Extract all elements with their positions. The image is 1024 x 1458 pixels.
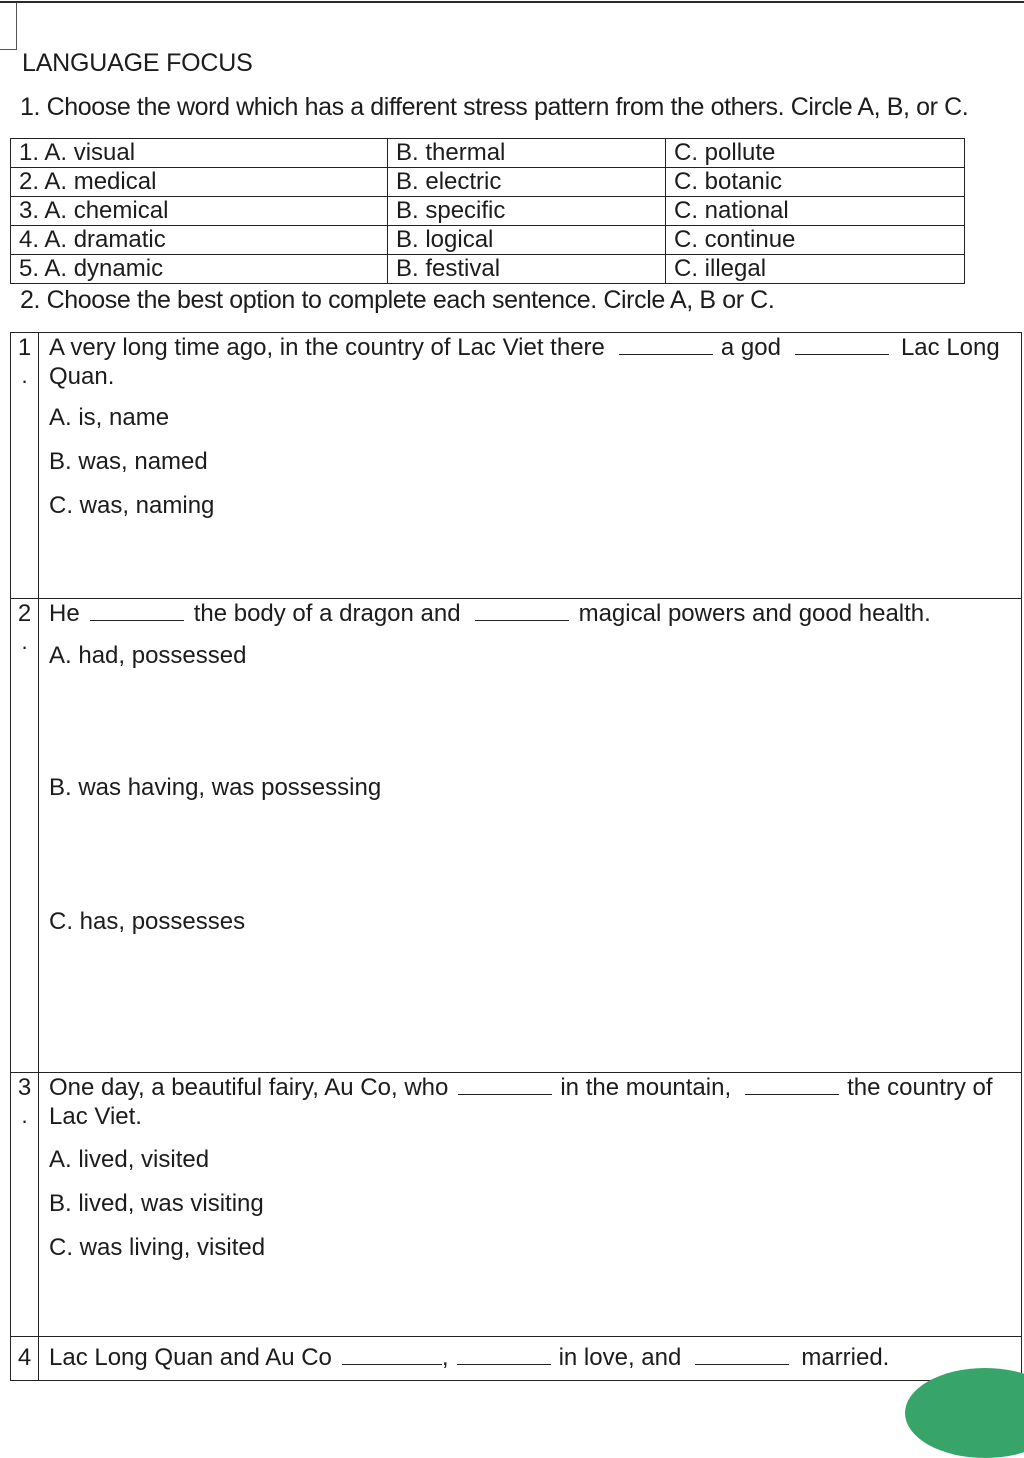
question-content	[39, 1337, 1022, 1381]
option-b[interactable]: B. was having, was possessing	[49, 774, 382, 801]
questions-table	[10, 332, 1022, 1381]
answer-blank[interactable]	[475, 602, 569, 621]
option-c[interactable]: C. has, possesses	[49, 908, 246, 935]
question-text: in love, and	[558, 1344, 682, 1371]
question-number-cell	[11, 1073, 39, 1337]
question-row	[11, 1073, 1022, 1337]
table-row	[11, 197, 965, 226]
question-number-cell	[11, 1337, 39, 1381]
question-number: 2	[17, 600, 32, 627]
question-text: Lac Long Quan and Au Co	[49, 1344, 332, 1371]
question-text: One day, a beautiful fairy, Au Co, who	[49, 1074, 449, 1101]
option-c-cell[interactable]: C. illegal	[666, 255, 965, 284]
table-row	[11, 226, 965, 255]
question-number-cell	[11, 599, 39, 1073]
option-c-cell[interactable]: C. botanic	[666, 168, 965, 197]
table-row	[11, 168, 965, 197]
option-a[interactable]: A. lived, visited	[49, 1146, 210, 1173]
option-a-cell[interactable]: 3. A. chemical	[11, 197, 388, 226]
question-text: Lac Long Quan.	[49, 334, 1000, 390]
section2-instruction: 2. Choose the best option to complete each sentence. Circle A, B or C.	[20, 286, 775, 314]
answer-blank[interactable]	[695, 1346, 789, 1365]
option-c-cell[interactable]: C. national	[666, 197, 965, 226]
question-row	[11, 1337, 1022, 1381]
option-b-cell[interactable]: B. logical	[388, 226, 666, 255]
option-c-cell[interactable]: C. continue	[666, 226, 965, 255]
option-b-cell[interactable]: B. electric	[388, 168, 666, 197]
option-c[interactable]: C. was living, visited	[49, 1234, 266, 1261]
table-row	[11, 139, 965, 168]
question-row	[11, 333, 1022, 599]
answer-blank[interactable]	[342, 1346, 442, 1365]
option-c-cell[interactable]: C. pollute	[666, 139, 965, 168]
question-content	[39, 1073, 1022, 1337]
question-text: the body of a dragon and	[193, 600, 461, 627]
question-number-cell	[11, 333, 39, 599]
question-text: the country of Lac Viet.	[49, 1074, 993, 1130]
answer-blank[interactable]	[619, 336, 713, 355]
option-a-cell[interactable]: 2. A. medical	[11, 168, 388, 197]
option-a[interactable]: A. had, possessed	[49, 642, 247, 669]
question-number-dot: .	[21, 629, 28, 654]
option-b-cell[interactable]: B. festival	[388, 255, 666, 284]
question-text: A very long time ago, in the country of Lac Viet there	[49, 334, 605, 361]
question-text: ,	[441, 1344, 449, 1371]
option-a-cell[interactable]: 4. A. dramatic	[11, 226, 388, 255]
question-content	[39, 599, 1022, 1073]
option-a[interactable]: A. is, name	[49, 404, 170, 431]
stress-pattern-table	[10, 138, 965, 284]
question-number: 3	[17, 1074, 32, 1101]
option-b[interactable]: B. lived, was visiting	[49, 1190, 264, 1217]
answer-blank[interactable]	[458, 1076, 552, 1095]
option-b[interactable]: B. was, named	[49, 448, 208, 475]
section1-instruction: 1. Choose the word which has a different stress pattern from the others. Circle A, B, or C.	[20, 93, 969, 121]
question-number: 4	[17, 1344, 32, 1371]
question-text: in the mountain,	[560, 1074, 732, 1101]
answer-blank[interactable]	[795, 336, 889, 355]
green-decoration	[905, 1368, 1024, 1458]
answer-blank[interactable]	[457, 1346, 551, 1365]
page-top-rule	[0, 1, 1024, 3]
question-text: He	[49, 600, 80, 627]
question-number-dot: .	[21, 363, 28, 388]
question-text: married.	[801, 1344, 890, 1371]
option-a-cell[interactable]: 5. A. dynamic	[11, 255, 388, 284]
question-number-dot: .	[21, 1103, 28, 1128]
page-heading: LANGUAGE FOCUS	[22, 49, 253, 77]
option-b-cell[interactable]: B. specific	[388, 197, 666, 226]
question-number: 1	[17, 334, 32, 361]
question-text: magical powers and good health.	[578, 600, 931, 627]
table-row	[11, 255, 965, 284]
option-b-cell[interactable]: B. thermal	[388, 139, 666, 168]
question-content	[39, 333, 1022, 599]
answer-blank[interactable]	[745, 1076, 839, 1095]
question-row	[11, 599, 1022, 1073]
page-corner-mark	[0, 3, 17, 50]
option-c[interactable]: C. was, naming	[49, 492, 215, 519]
answer-blank[interactable]	[90, 602, 184, 621]
question-text: a god	[720, 334, 781, 361]
option-a-cell[interactable]: 1. A. visual	[11, 139, 388, 168]
